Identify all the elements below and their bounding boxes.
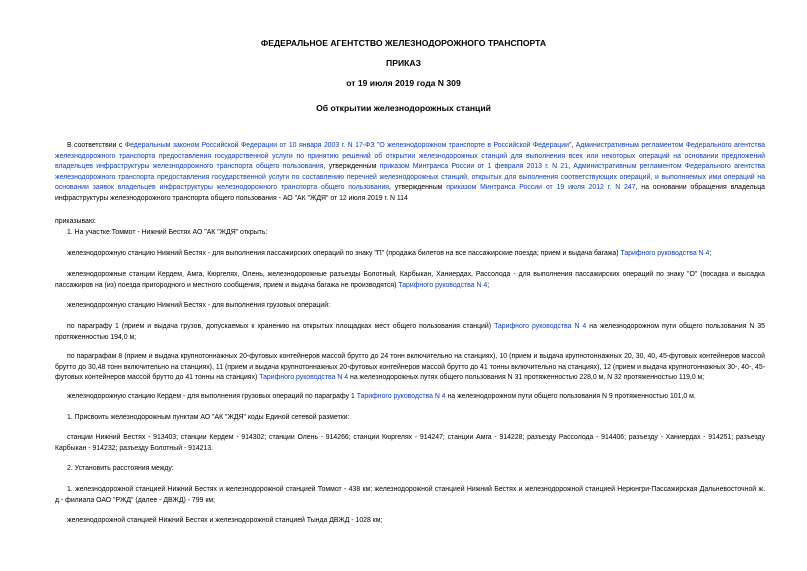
paragraph-station-codes: станции Нижний Бестях - 913403; станции Кердем - 914302; станции Олень - 914266; станции Кюргелях - 914247; станции Амга - 914228; разъезду Рассолода - 914406; разъезду - Ханиердах - 914251; разъезду Карбыкан - 914232; разъезду Болотный - 914213. [55, 434, 765, 452]
document-subject: Об открытии железнодорожных станций [316, 103, 491, 113]
paragraph-text: по параграфам 8 (прием и выдача крупнотоннажных 20-футовых контейнеров массой брутто до 24 тонн включительно на станциях), 10 (прием и выдача крупнотоннажных 20, 30, 40, 45-футовых контейнеров массой брутто до 30,48 тонн включительно на станциях), 11 (прием и выдача крупнотоннажных 20-футовых контейнеров массой брутто до 41 тонны включительно на станциях), 12 (прием и выдача крупнотоннажных 30-, 40-, 45-футовых контейнеров массой брутто до 41 тонны на станциях) [55, 353, 765, 381]
paragraph-cargo-intro: железнодорожную станцию Нижний Бестях - для выполнения грузовых операций: [67, 302, 330, 309]
agency-title: ФЕДЕРАЛЬНОЕ АГЕНТСТВО ЖЕЛЕЗНОДОРОЖНОГО ТРАНСПОРТА [260, 38, 547, 48]
paragraph-text: на железнодорожном пути общего пользования N 35 протяженностью 194,0 м; [55, 323, 765, 341]
admin-regulation-link-2[interactable]: Административным регламентом Федерального агентства железнодорожного транспорта предоставления государственной услуги по составлению перечней железнодорожных станций, открытых для выполнения соответствующих операций, и выполняемых ими операций на основании заявок владельцев инфраструктуры железнодорожного транспорта общего пользования [55, 163, 766, 191]
paragraph-text: железнодорожную станцию Кердем - для выполнения грузовых операций по параграфу 1 [67, 393, 357, 400]
paragraph-text: железнодорожную станцию Нижний Бестях - для выполнения пассажирских операций по знаку "П" (продажа билетов на все пассажирские поезда; прием и выдача багажа) [67, 250, 621, 257]
tariff-guide-link[interactable]: Тарифного руководства N 4 [398, 281, 488, 289]
document-date-number: от 19 июля 2019 года N 309 [346, 78, 461, 88]
paragraph-text: по параграфу 1 (прием и выдача грузов, допускаемых к хранению на открытых площадках мест общего пользования станций) [67, 323, 495, 330]
paragraph-passenger-p [55, 249, 765, 260]
preamble-text: , утвержденным [389, 184, 447, 191]
paragraph-distances-1: 1. железнодорожной станцией Нижний Бестях и железнодорожной станцией Томмот - 438 км; железнодорожной станцией Нижний Бестях и железнодорожной станцией Нерюнгри-Пассажирская Дальневосточной ж. д.- филиала ОАО "РЖД" (далее - ДВЖД) - 799 км; [55, 486, 765, 504]
admin-regulation-link-1[interactable]: Административным регламентом Федерального агентства железнодорожного транспорта предоставления государственной услуги по принятию решений об открытии железнодорожных станций для выполнения всех или некоторых операций на основании предложений владельцев инфраструктуры железнодорожного транспорта общего пользования [55, 142, 765, 170]
preamble-text: , [568, 163, 574, 170]
preamble-paragraph [55, 141, 765, 204]
tariff-guide-link[interactable]: Тарифного руководства N 4 [620, 250, 710, 257]
preamble-text: , утвержденным [323, 163, 380, 170]
paragraph-distances-2: железнодорожной станцией Нижний Бестях и железнодорожной станцией Тында ДВЖД - 1028 км; [67, 517, 383, 524]
tariff-guide-link[interactable]: Тарифного руководства N 4 [356, 393, 446, 400]
preamble-text: В соответствии с [67, 142, 125, 149]
item-3-heading: 2. Установить расстояния между: [67, 465, 174, 472]
item-2-heading: 1. Присвоить железнодорожным пунктам АО "АК "ЖДЯ" коды Единой сетевой разметки: [67, 414, 350, 421]
mintrans-order-link-1[interactable]: приказом Минтранса России от 1 февраля 2013 г. N 21 [379, 163, 569, 170]
paragraph-passenger-o [55, 270, 765, 291]
paragraph-text: железнодорожные станции Кердем, Амга, Кюргелях, Олень, железнодорожные разъезды Болотный, Карбыкан, Ханиердах, Рассолода - для выполнения пассажирских операций по знаку "О" (посадка и высадка пассажиров на (из) поезда пригородного и местного сообщения, прием и выдача багажа не производятся) [55, 271, 765, 289]
paragraph-cargo-containers [55, 352, 765, 384]
paragraph-cargo-par1 [55, 322, 765, 343]
mintrans-order-link-2[interactable]: приказом Минтранса России от 19 июля 2012 г. N 247 [446, 184, 636, 191]
preamble-text: , [571, 142, 576, 149]
paragraph-text: на железнодорожных путях общего пользования N 31 протяженностью 228,0 м, N 32 протяженностью 119,0 м; [348, 374, 705, 381]
tariff-guide-link[interactable]: Тарифного руководства N 4 [494, 323, 587, 330]
federal-law-link[interactable]: Федеральным законом Российской Федерации от 10 января 2003 г. N 17-ФЗ "О железнодорожном транспорте в Российской Федерации" [124, 142, 572, 149]
tariff-guide-link[interactable]: Тарифного руководства N 4 [259, 374, 349, 381]
preamble-text: , на основании обращения владельца инфраструктуры железнодорожного транспорта общего пользования - АО "АК "ЖДЯ" от 12 июля 2019 г. N 114 [55, 184, 765, 202]
document-type: ПРИКАЗ [386, 58, 421, 68]
paragraph-kerdem-cargo [55, 392, 765, 403]
item-1-heading: 1. На участке Томмот - Нижний Бестях АО "АК "ЖДЯ" открыть: [67, 229, 268, 236]
prikazyvayu-text: приказываю: [55, 218, 96, 225]
paragraph-text: ; [487, 281, 490, 289]
paragraph-text: на железнодорожном пути общего пользования N 9 протяженностью 101,0 м. [445, 393, 696, 400]
paragraph-text: ; [709, 250, 712, 257]
